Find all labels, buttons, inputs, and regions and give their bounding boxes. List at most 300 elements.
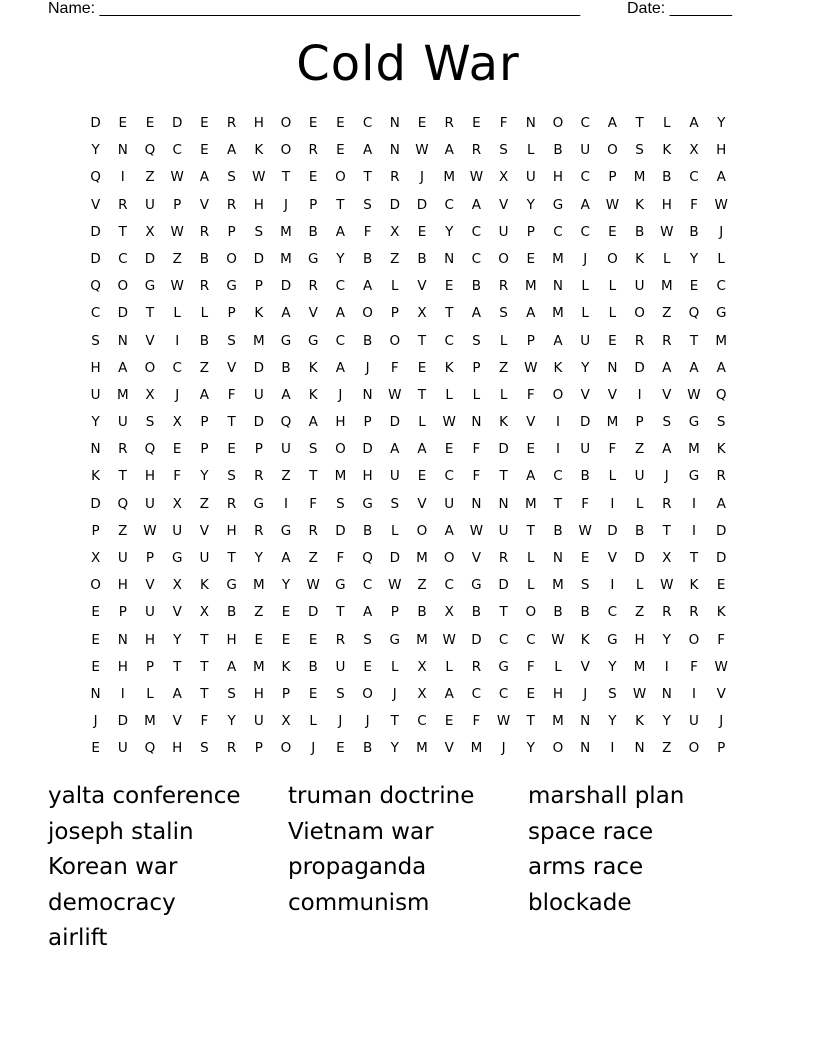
grid-letter: G bbox=[362, 495, 373, 512]
word-search-grid bbox=[82, 110, 734, 763]
grid-letter: U bbox=[689, 713, 699, 730]
grid-letter: S bbox=[363, 196, 372, 213]
grid-letter: C bbox=[471, 250, 482, 267]
grid-letter: N bbox=[444, 250, 455, 267]
grid-letter: E bbox=[444, 278, 454, 295]
word-list-item: truman doctrine bbox=[288, 783, 475, 809]
grid-letter: B bbox=[580, 604, 590, 621]
grid-letter: M bbox=[552, 305, 564, 322]
grid-letter: M bbox=[252, 332, 265, 349]
grid-letter: H bbox=[661, 196, 672, 213]
grid-letter: L bbox=[635, 577, 644, 594]
grid-letter: E bbox=[417, 115, 427, 131]
grid-letter: T bbox=[227, 414, 236, 431]
grid-letter: U bbox=[253, 713, 264, 730]
grid-letter: T bbox=[200, 658, 209, 675]
grid-letter: Z bbox=[417, 577, 427, 594]
grid-letter: C bbox=[172, 142, 182, 159]
grid-letter: E bbox=[200, 115, 209, 131]
grid-letter: E bbox=[716, 577, 726, 594]
grid-letter: K bbox=[635, 196, 645, 213]
grid-letter: L bbox=[663, 250, 671, 267]
grid-letter: M bbox=[660, 278, 673, 295]
grid-letter: I bbox=[610, 577, 615, 594]
grid-letter: W bbox=[170, 278, 184, 295]
grid-letter: W bbox=[469, 169, 484, 186]
grid-letter: H bbox=[117, 658, 128, 675]
grid-letter: C bbox=[689, 169, 699, 186]
grid-letter: L bbox=[200, 305, 209, 322]
grid-letter: R bbox=[471, 658, 482, 675]
grid-letter: D bbox=[117, 305, 128, 322]
grid-letter: B bbox=[662, 169, 672, 186]
grid-letter: P bbox=[254, 278, 263, 295]
grid-letter: B bbox=[281, 359, 291, 376]
grid-letter: D bbox=[389, 196, 400, 213]
grid-letter: A bbox=[662, 359, 672, 376]
grid-letter: P bbox=[717, 740, 726, 757]
grid-letter: M bbox=[416, 631, 428, 648]
grid-letter: S bbox=[227, 468, 236, 485]
grid-letter: H bbox=[335, 414, 346, 431]
grid-letter: L bbox=[472, 386, 481, 403]
grid-letter: N bbox=[362, 386, 373, 403]
grid-letter: T bbox=[689, 550, 699, 566]
grid-letter: W bbox=[170, 223, 184, 240]
grid-letter: E bbox=[417, 223, 427, 240]
grid-letter: V bbox=[607, 550, 618, 566]
grid-letter: A bbox=[526, 468, 536, 485]
grid-letter: A bbox=[417, 441, 427, 458]
grid-letter: M bbox=[552, 250, 564, 267]
grid-letter: O bbox=[416, 522, 428, 539]
word-list-item: space race bbox=[528, 818, 654, 845]
grid-letter: H bbox=[117, 577, 128, 594]
grid-letter: M bbox=[633, 169, 646, 186]
grid-letter: Z bbox=[118, 522, 128, 539]
grid-letter: O bbox=[552, 386, 564, 403]
grid-letter: A bbox=[335, 359, 346, 376]
grid-letter: V bbox=[308, 305, 318, 322]
grid-letter: V bbox=[444, 740, 454, 757]
grid-letter: W bbox=[415, 142, 429, 159]
grid-letter: H bbox=[362, 468, 373, 485]
grid-letter: O bbox=[498, 250, 509, 267]
grid-letter: G bbox=[226, 577, 237, 594]
grid-letter: T bbox=[635, 115, 644, 131]
grid-letter: V bbox=[145, 332, 155, 349]
grid-letter: C bbox=[90, 305, 101, 322]
grid-letter: V bbox=[417, 495, 427, 512]
grid-letter: C bbox=[172, 359, 182, 376]
grid-letter: L bbox=[445, 386, 453, 403]
grid-letter: S bbox=[227, 169, 236, 186]
grid-letter: R bbox=[254, 522, 264, 539]
grid-letter: V bbox=[172, 604, 182, 621]
grid-letter: B bbox=[199, 250, 210, 267]
grid-letter: G bbox=[253, 495, 265, 512]
grid-letter: B bbox=[308, 658, 318, 675]
grid-letter: S bbox=[390, 495, 400, 512]
grid-letter: J bbox=[501, 740, 506, 757]
grid-letter: W bbox=[660, 577, 674, 594]
grid-letter: D bbox=[90, 223, 101, 240]
page-title: Cold War bbox=[296, 36, 520, 92]
grid-letter: W bbox=[442, 414, 456, 431]
grid-letter: C bbox=[335, 332, 346, 349]
grid-letter: I bbox=[664, 658, 669, 675]
grid-letter: K bbox=[199, 577, 209, 594]
grid-letter: E bbox=[118, 115, 128, 131]
word-list-item: blockade bbox=[528, 889, 632, 916]
grid-row bbox=[82, 164, 734, 191]
grid-letter: D bbox=[362, 441, 373, 458]
grid-letter: E bbox=[417, 468, 427, 485]
grid-letter: C bbox=[118, 250, 128, 267]
grid-letter: O bbox=[280, 115, 292, 131]
grid-letter: D bbox=[253, 359, 264, 376]
grid-letter: E bbox=[526, 250, 536, 267]
grid-letter: C bbox=[362, 115, 373, 131]
grid-letter: E bbox=[91, 604, 100, 621]
grid-letter: W bbox=[660, 223, 674, 240]
grid-letter: R bbox=[199, 278, 210, 295]
grid-letter: A bbox=[716, 169, 726, 186]
grid-letter: S bbox=[499, 142, 508, 159]
grid-letter: F bbox=[309, 495, 318, 512]
grid-letter: E bbox=[363, 658, 372, 675]
grid-letter: H bbox=[226, 631, 237, 648]
grid-letter: M bbox=[688, 441, 700, 458]
grid-letter: T bbox=[417, 386, 427, 403]
grid-letter: H bbox=[716, 142, 727, 159]
grid-letter: X bbox=[417, 658, 427, 675]
grid-letter: J bbox=[419, 169, 424, 186]
grid-letter: P bbox=[526, 223, 535, 240]
grid-letter: O bbox=[362, 305, 373, 322]
grid-letter: I bbox=[120, 685, 125, 702]
grid-letter: L bbox=[608, 468, 617, 485]
word-list-item: airlift bbox=[48, 925, 108, 952]
grid-letter: H bbox=[172, 740, 183, 757]
grid-letter: Y bbox=[445, 223, 454, 240]
grid-letter: U bbox=[90, 386, 101, 403]
grid-letter: E bbox=[172, 441, 182, 458]
grid-letter: B bbox=[199, 332, 210, 349]
grid-letter: R bbox=[118, 196, 128, 213]
grid-letter: H bbox=[144, 468, 156, 485]
grid-letter: R bbox=[199, 223, 210, 240]
grid-letter: Y bbox=[662, 713, 671, 730]
grid-letter: T bbox=[227, 550, 236, 566]
grid-letter: C bbox=[553, 223, 563, 240]
grid-letter: L bbox=[146, 685, 154, 702]
grid-letter: P bbox=[173, 196, 182, 213]
grid-letter: X bbox=[444, 604, 454, 621]
grid-letter: G bbox=[226, 278, 237, 295]
grid-letter: F bbox=[173, 468, 182, 485]
grid-letter: L bbox=[581, 278, 589, 295]
grid-letter: E bbox=[227, 441, 236, 458]
grid-letter: G bbox=[307, 250, 319, 267]
grid-letter: U bbox=[281, 441, 291, 458]
grid-letter: E bbox=[336, 142, 345, 159]
grid-letter: F bbox=[526, 658, 535, 675]
grid-letter: Q bbox=[362, 550, 373, 566]
grid-letter: Y bbox=[173, 631, 182, 648]
grid-letter: X bbox=[390, 223, 400, 240]
grid-row bbox=[82, 572, 734, 599]
grid-letter: Z bbox=[254, 604, 264, 621]
grid-letter: G bbox=[471, 577, 482, 594]
grid-letter: K bbox=[308, 386, 318, 403]
grid-letter: R bbox=[226, 196, 237, 213]
grid-letter: M bbox=[552, 713, 564, 730]
grid-letter: E bbox=[472, 115, 481, 131]
grid-letter: D bbox=[498, 577, 509, 594]
grid-letter: R bbox=[662, 495, 672, 512]
word-list-item: democracy bbox=[48, 889, 176, 916]
grid-letter: S bbox=[308, 441, 318, 458]
grid-letter: Q bbox=[280, 414, 292, 431]
grid-letter: P bbox=[254, 740, 263, 757]
grid-letter: M bbox=[144, 713, 156, 730]
grid-letter: F bbox=[717, 631, 726, 648]
grid-letter: K bbox=[716, 604, 726, 621]
grid-letter: R bbox=[498, 278, 509, 295]
grid-letter: D bbox=[634, 550, 645, 566]
grid-letter: E bbox=[308, 115, 318, 131]
grid-letter: H bbox=[552, 169, 564, 186]
grid-letter: B bbox=[362, 522, 373, 539]
grid-letter: G bbox=[307, 332, 319, 349]
grid-letter: N bbox=[607, 359, 618, 376]
grid-letter: K bbox=[254, 305, 264, 322]
grid-letter: O bbox=[552, 740, 564, 757]
grid-letter: C bbox=[526, 631, 536, 648]
grid-letter: Z bbox=[498, 359, 509, 376]
grid-letter: Z bbox=[634, 441, 645, 458]
grid-letter: R bbox=[308, 522, 318, 539]
grid-letter: Y bbox=[200, 468, 209, 485]
grid-letter: L bbox=[635, 495, 644, 512]
grid-row bbox=[82, 192, 734, 219]
grid-letter: K bbox=[254, 142, 264, 159]
grid-letter: W bbox=[524, 359, 538, 376]
grid-letter: V bbox=[471, 550, 482, 566]
grid-letter: L bbox=[391, 278, 399, 295]
grid-row bbox=[82, 409, 734, 436]
grid-letter: O bbox=[443, 550, 455, 566]
grid-letter: S bbox=[716, 414, 726, 431]
grid-letter: Y bbox=[91, 414, 100, 431]
grid-letter: O bbox=[90, 577, 101, 594]
grid-row bbox=[82, 436, 734, 463]
grid-letter: C bbox=[580, 169, 590, 186]
grid-letter: H bbox=[253, 196, 264, 213]
grid-letter: U bbox=[145, 495, 155, 512]
header-line bbox=[48, 0, 748, 20]
grid-letter: M bbox=[334, 468, 347, 485]
grid-row bbox=[82, 382, 734, 409]
grid-letter: O bbox=[688, 740, 700, 757]
grid-letter: L bbox=[499, 386, 508, 403]
grid-letter: A bbox=[471, 305, 482, 322]
grid-letter: B bbox=[634, 223, 645, 240]
grid-letter: F bbox=[227, 386, 236, 403]
grid-letter: U bbox=[580, 142, 591, 159]
grid-row bbox=[82, 273, 734, 300]
grid-letter: A bbox=[308, 414, 318, 431]
grid-letter: L bbox=[391, 658, 399, 675]
grid-letter: D bbox=[579, 414, 591, 431]
grid-letter: L bbox=[499, 332, 508, 349]
grid-letter: Q bbox=[117, 495, 129, 512]
grid-letter: R bbox=[716, 468, 726, 485]
grid-letter: S bbox=[472, 332, 481, 349]
grid-letter: R bbox=[254, 468, 264, 485]
grid-letter: O bbox=[552, 115, 564, 131]
grid-letter: H bbox=[226, 522, 237, 539]
grid-letter: I bbox=[610, 495, 615, 512]
grid-letter: D bbox=[307, 604, 319, 621]
grid-letter: J bbox=[365, 359, 370, 376]
grid-letter: D bbox=[90, 495, 101, 512]
grid-letter: L bbox=[663, 115, 671, 131]
grid-letter: E bbox=[91, 631, 100, 648]
grid-letter: U bbox=[444, 495, 455, 512]
grid-letter: N bbox=[389, 115, 400, 131]
grid-letter: X bbox=[199, 604, 210, 621]
grid-letter: N bbox=[525, 115, 536, 131]
grid-letter: W bbox=[632, 685, 647, 702]
grid-letter: E bbox=[608, 223, 617, 240]
grid-letter: M bbox=[416, 740, 428, 757]
grid-letter: E bbox=[444, 713, 454, 730]
grid-letter: C bbox=[444, 577, 454, 594]
grid-letter: C bbox=[417, 713, 427, 730]
grid-letter: I bbox=[120, 169, 125, 186]
grid-letter: Y bbox=[91, 142, 100, 159]
grid-row bbox=[82, 654, 734, 681]
grid-letter: L bbox=[527, 550, 535, 566]
grid-letter: N bbox=[498, 495, 509, 512]
grid-letter: J bbox=[175, 386, 180, 403]
grid-letter: V bbox=[199, 196, 210, 213]
grid-letter: P bbox=[363, 414, 372, 431]
grid-letter: D bbox=[117, 713, 128, 730]
grid-letter: N bbox=[471, 495, 482, 512]
grid-letter: A bbox=[390, 441, 400, 458]
grid-letter: Q bbox=[144, 740, 156, 757]
grid-letter: M bbox=[280, 250, 292, 267]
grid-letter: N bbox=[552, 278, 564, 295]
grid-letter: P bbox=[145, 550, 155, 566]
grid-letter: X bbox=[172, 414, 182, 431]
grid-row bbox=[82, 246, 734, 273]
grid-letter: G bbox=[552, 196, 564, 213]
grid-letter: K bbox=[689, 577, 699, 594]
grid-letter: F bbox=[581, 495, 590, 512]
grid-letter: W bbox=[687, 386, 701, 403]
grid-letter: B bbox=[417, 250, 427, 267]
grid-letter: A bbox=[580, 196, 590, 213]
grid-letter: W bbox=[469, 522, 484, 539]
grid-letter: A bbox=[716, 359, 726, 376]
grid-letter: L bbox=[527, 142, 535, 159]
grid-letter: S bbox=[580, 577, 590, 594]
grid-letter: Y bbox=[608, 713, 617, 730]
grid-letter: M bbox=[715, 332, 728, 349]
grid-letter: F bbox=[472, 468, 481, 485]
grid-letter: X bbox=[90, 550, 101, 566]
grid-letter: M bbox=[116, 386, 129, 403]
grid-letter: E bbox=[200, 142, 209, 159]
grid-letter: K bbox=[281, 658, 291, 675]
grid-letter: P bbox=[91, 522, 100, 539]
grid-row bbox=[82, 219, 734, 246]
grid-letter: A bbox=[662, 441, 672, 458]
grid-letter: T bbox=[145, 305, 155, 322]
grid-letter: I bbox=[555, 441, 560, 458]
grid-letter: G bbox=[389, 631, 401, 648]
grid-letter: W bbox=[714, 196, 728, 213]
grid-row bbox=[82, 463, 734, 490]
grid-letter: Y bbox=[526, 740, 535, 757]
grid-letter: A bbox=[199, 386, 210, 403]
word-list-item: propaganda bbox=[288, 854, 427, 881]
grid-letter: Y bbox=[717, 115, 726, 131]
grid-letter: Q bbox=[144, 142, 156, 159]
grid-letter: L bbox=[391, 522, 399, 539]
grid-letter: N bbox=[117, 332, 128, 349]
grid-letter: P bbox=[309, 196, 318, 213]
grid-letter: X bbox=[498, 169, 509, 186]
grid-letter: R bbox=[662, 604, 672, 621]
grid-letter: H bbox=[144, 631, 156, 648]
grid-letter: O bbox=[688, 631, 700, 648]
grid-letter: Q bbox=[144, 441, 156, 458]
grid-letter: F bbox=[608, 441, 617, 458]
grid-letter: U bbox=[172, 522, 183, 539]
grid-letter: S bbox=[499, 305, 508, 322]
grid-letter: P bbox=[281, 685, 291, 702]
grid-row bbox=[82, 110, 734, 137]
grid-letter: O bbox=[117, 278, 129, 295]
grid-letter: J bbox=[583, 685, 588, 702]
grid-letter: T bbox=[499, 604, 508, 621]
grid-letter: G bbox=[335, 577, 346, 594]
grid-letter: L bbox=[581, 305, 589, 322]
grid-letter: U bbox=[498, 522, 509, 539]
grid-letter: F bbox=[499, 115, 508, 131]
grid-letter: M bbox=[252, 577, 265, 594]
grid-letter: E bbox=[444, 441, 454, 458]
grid-letter: U bbox=[117, 740, 128, 757]
grid-letter: S bbox=[145, 414, 155, 431]
grid-letter: F bbox=[472, 441, 481, 458]
grid-letter: F bbox=[363, 223, 372, 240]
grid-letter: J bbox=[719, 223, 724, 240]
word-list-item: Korean war bbox=[48, 854, 178, 881]
grid-letter: C bbox=[444, 468, 454, 485]
grid-letter: T bbox=[281, 169, 291, 186]
grid-letter: N bbox=[552, 550, 564, 566]
grid-letter: U bbox=[199, 550, 210, 566]
grid-letter: W bbox=[388, 577, 402, 594]
grid-letter: J bbox=[392, 685, 397, 702]
grid-letter: B bbox=[553, 604, 563, 621]
